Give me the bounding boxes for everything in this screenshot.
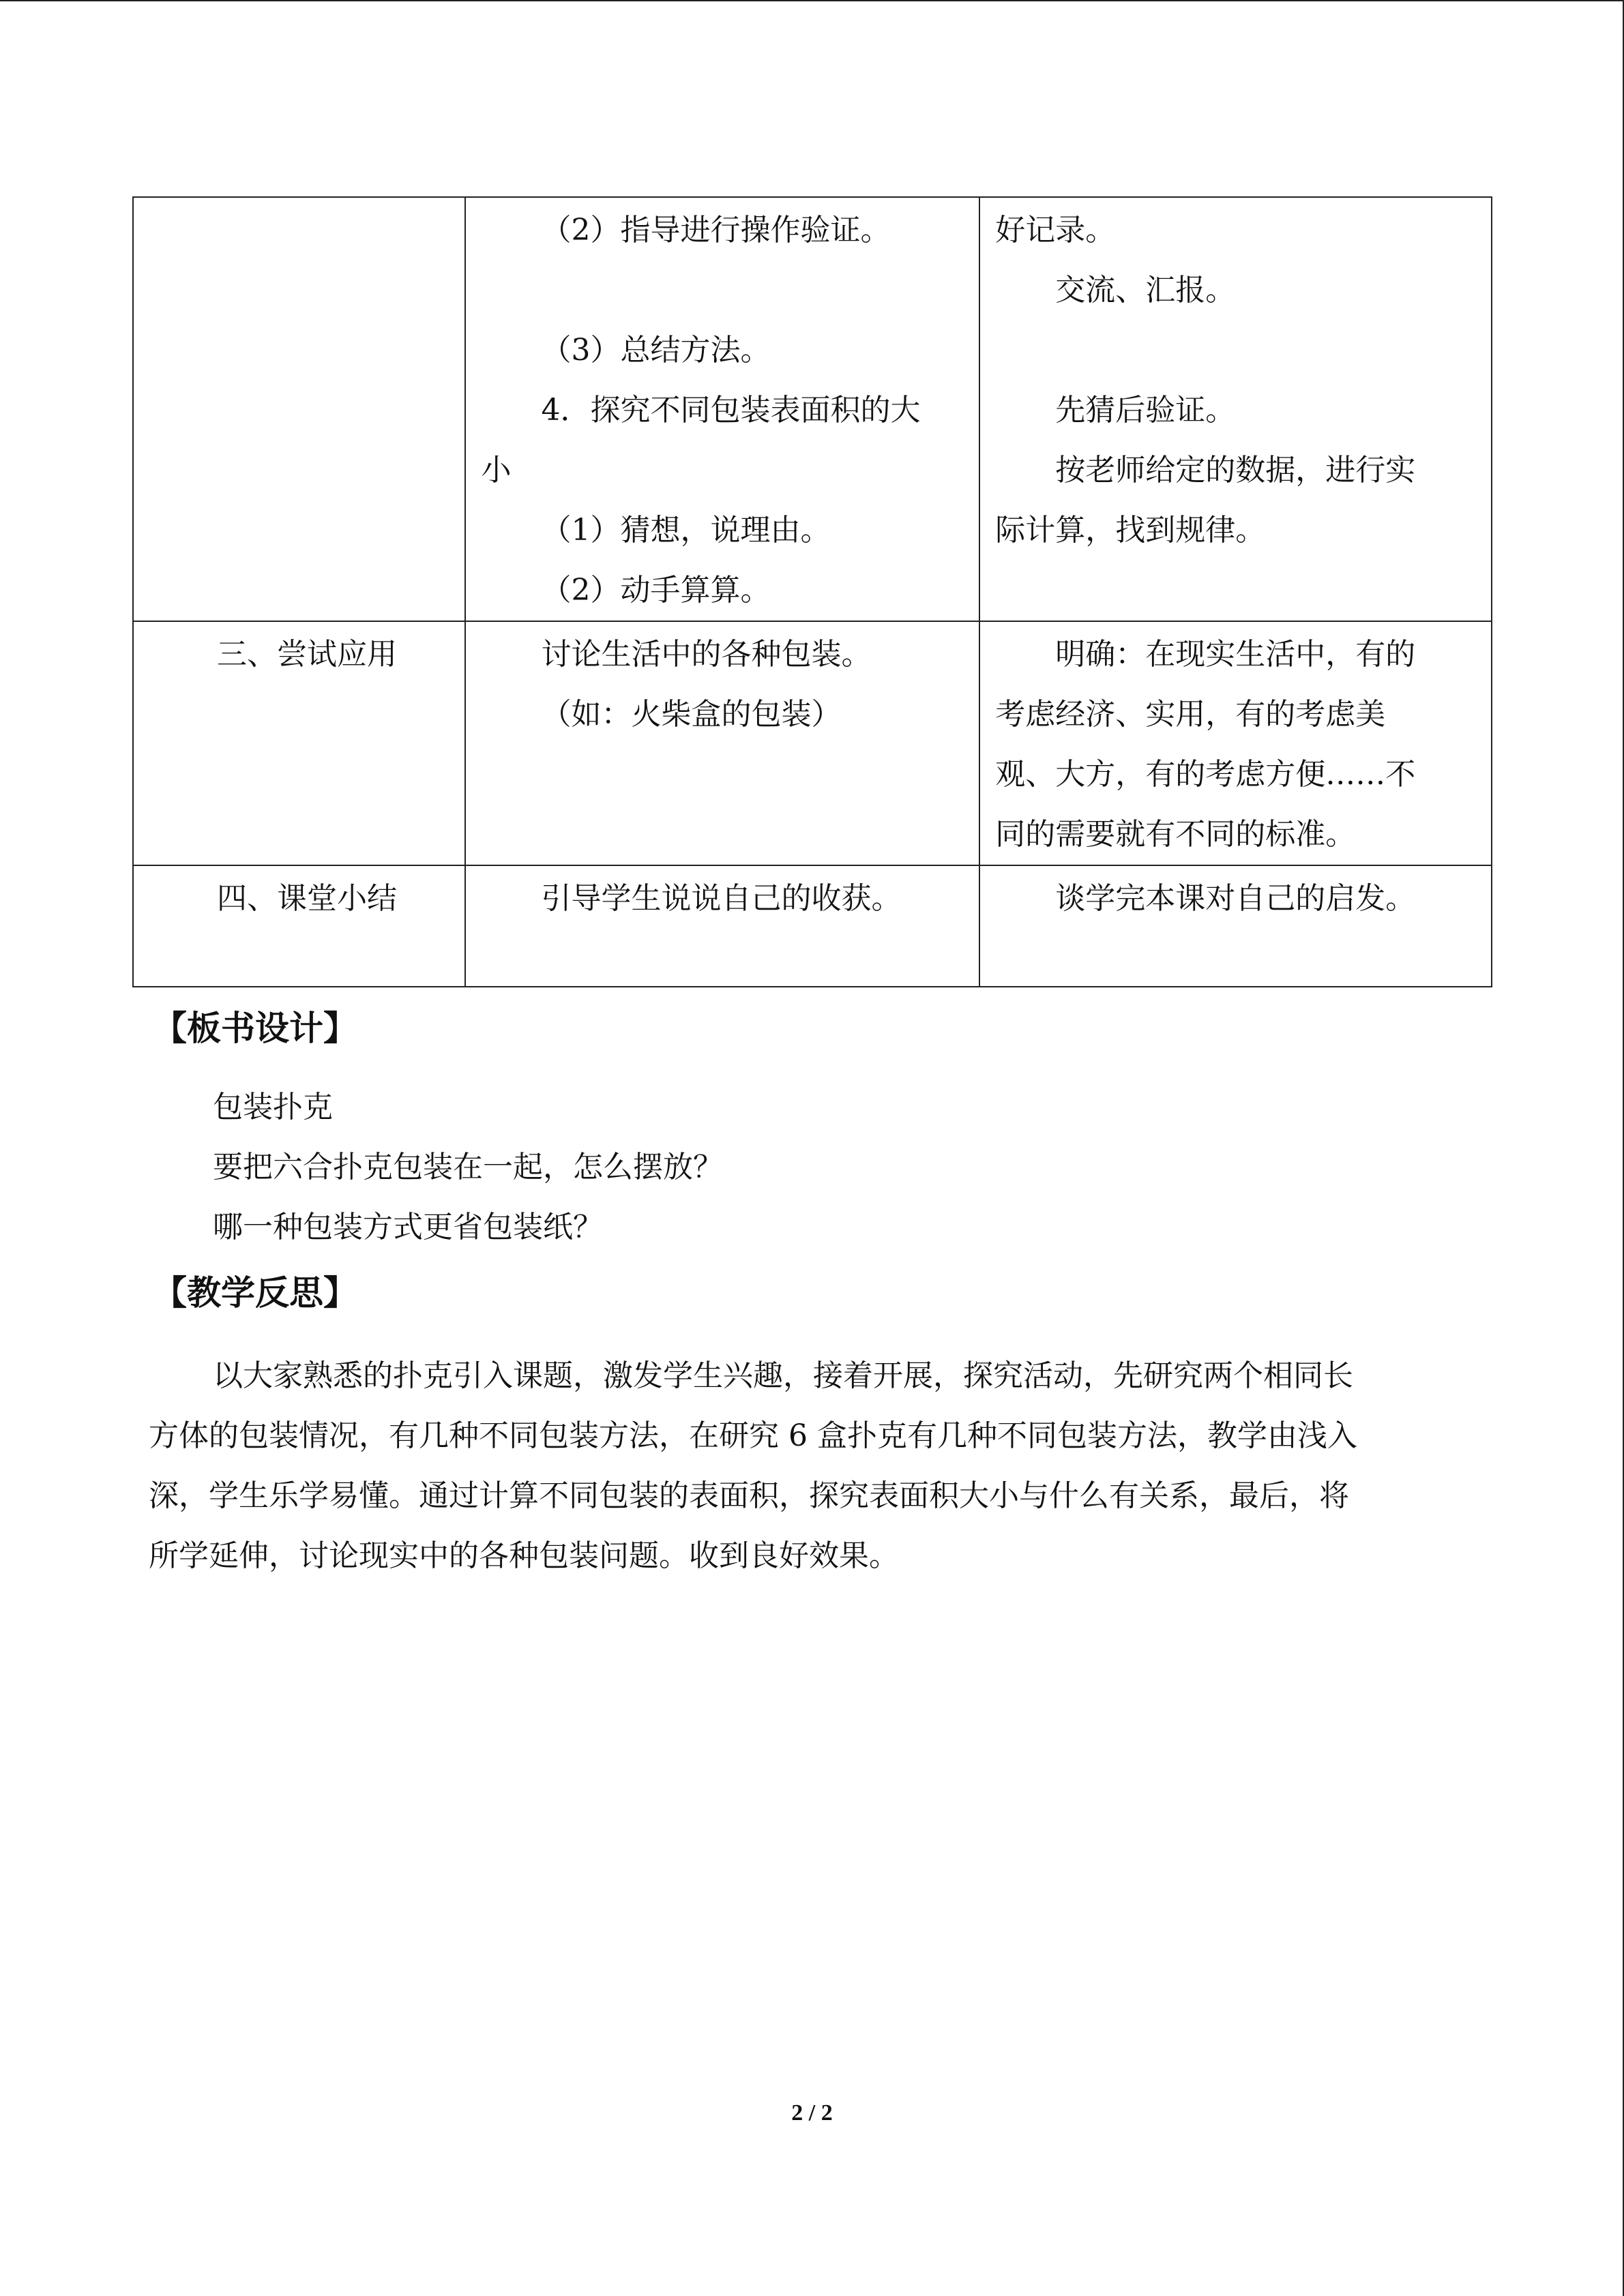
teacher-line: （2）动手算算。 [541,573,771,608]
teacher-line: （1）猜想，说理由。 [541,513,831,548]
reflection-line: 所学延伸，讨论现实中的各种包装问题。收到良好效果。 [149,1538,899,1573]
stage-cell [133,621,465,865]
student-line: 谈学完本课对自己的启发。 [1055,881,1416,916]
stage-label: 三、尝试应用 [217,637,397,672]
board-design-heading: 【板书设计】 [153,1009,357,1048]
lesson-table [132,196,1492,987]
teacher-line: 讨论生活中的各种包装。 [541,637,872,672]
table-row [133,865,1492,987]
student-line: 考虑经济、实用，有的考虑美 [995,697,1386,732]
student-line: 按老师给定的数据，进行实 [1055,453,1416,488]
teacher-line: 引导学生说说自己的收获。 [541,881,902,916]
teacher-line: 小 [481,453,512,488]
student-activity-cell [979,197,1492,621]
teacher-line: （2）指导进行操作验证。 [541,213,891,248]
reflection-paragraph [149,1346,1458,1586]
student-line: 同的需要就有不同的标准。 [995,817,1356,852]
stage-cell [133,197,465,621]
blank-line [995,320,1476,381]
student-line: 观、大方，有的考虑方便……不 [995,757,1416,792]
student-activity-cell [979,621,1492,865]
student-line: 先猜后验证。 [1055,393,1236,428]
board-line: 要把六合扑克包装在一起，怎么摆放？ [213,1150,723,1184]
student-line: 交流、汇报。 [1055,273,1236,308]
board-line: 哪一种包装方式更省包装纸？ [213,1210,603,1244]
student-activity-cell [979,865,1492,987]
blank-line [481,260,964,320]
student-line: 好记录。 [995,213,1116,248]
teacher-activity-cell [465,621,979,865]
page-number: 2 / 2 [791,2100,833,2126]
table-row [133,197,1492,621]
student-line: 明确：在现实生活中，有的 [1055,637,1416,672]
teacher-activity-cell [465,197,979,621]
board-line: 包装扑克 [213,1090,333,1124]
stage-label: 四、课堂小结 [217,881,397,916]
reflection-heading: 【教学反思】 [153,1273,357,1313]
teacher-activity-cell [465,865,979,987]
reflection-line: 深，学生乐学易懂。通过计算不同包装的表面积，探究表面积大小与什么有关系，最后，将 [149,1478,1349,1513]
stage-cell [133,865,465,987]
table-row [133,621,1492,865]
teacher-line: （3）总结方法。 [541,333,771,368]
teacher-line: （如：火柴盒的包装） [541,697,842,732]
reflection-line: 方体的包装情况，有几种不同包装方法，在研究 6 盒扑克有几种不同包装方法，教学由浅入 [149,1418,1357,1453]
student-line: 际计算，找到规律。 [995,513,1266,548]
teacher-line: 4．探究不同包装表面积的大 [541,393,921,428]
reflection-line: 以大家熟悉的扑克引入课题，激发学生兴趣，接着开展，探究活动，先研究两个相同长 [213,1358,1353,1393]
